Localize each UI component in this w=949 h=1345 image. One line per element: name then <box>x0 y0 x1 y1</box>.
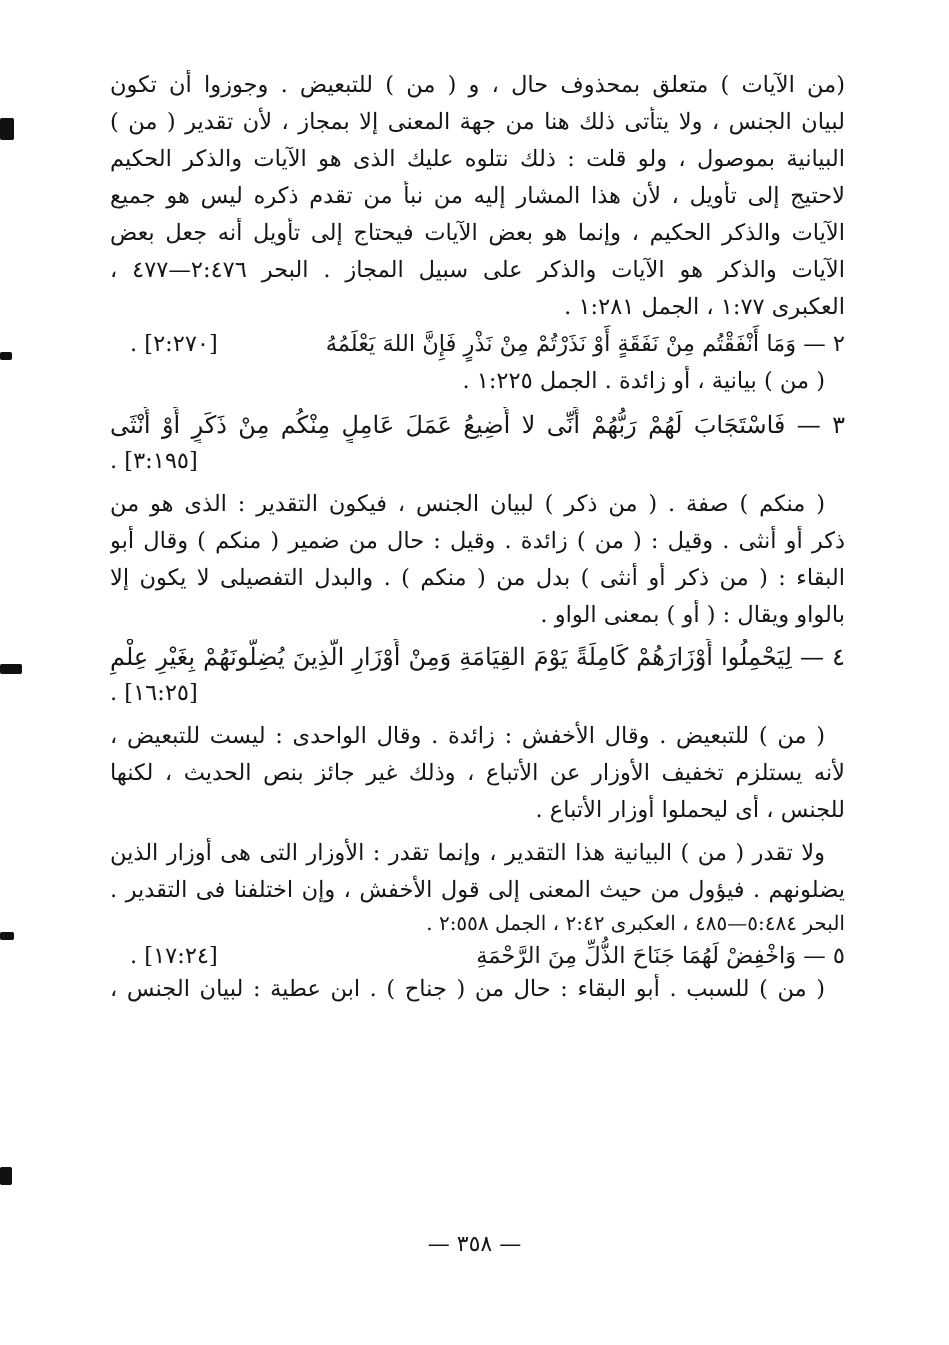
text-line: الآيات والذكر هو الآيات والذكر على سبيل المجاز . البحر ٢:٤٧٦—٤٧٧ ، <box>110 257 845 283</box>
verse-note-line: ولا تقدر ( من ) البيانية هذا التقدير ، وإنما تقدر : الأوزار التى هى أوزار الذين <box>110 840 825 866</box>
text-line: (من الآيات ) متعلق بمحذوف حال ، و ( من ) للتبعيض . وجوزوا أن تكون <box>110 72 845 98</box>
verse-note: ( من ) بيانية ، أو زائدة . الجمل ١:٢٢٥ . <box>462 368 825 394</box>
verse-note-line: بالواو ويقال : ( أو ) بمعنى الواو . <box>540 602 845 628</box>
verse-4-text: ٤ — لِيَحْمِلُوا أَوْزَارَهُمْ كَامِلَةً يَوْمَ القِيَامَةِ وَمِنْ أَوْزَارِ الَّذِينَ يُضِلُّونَهُمْ بِغَيْرِ عِلْمٍ <box>110 643 845 671</box>
text-line: لاحتيج إلى تأويل ، لأن هذا المشار إليه من نبأ من تقدم ذكره ليس هو جميع <box>110 183 845 209</box>
verse-3-reference: [٣:١٩٥] . <box>110 448 198 474</box>
verse-reference: [١٧:٢٤] . <box>130 943 218 969</box>
text-line: البيانية بموصول ، ولو قلت : ذلك نتلوه عليك الذى هو الآيات والذكر الحكيم <box>110 146 845 172</box>
verse-text: ٥ — وَاخْفِضْ لَهُمَا جَنَاحَ الذُّلِّ مِنَ الرَّحْمَةِ <box>476 943 845 969</box>
text-line: الآيات والذكر الحكيم ، وإنما هو بعض الآيات فيحتاج إلى تأويل أنه جعل بعض <box>110 220 845 246</box>
verse-2 <box>110 329 845 359</box>
verse-note-line: ( منكم ) صفة . ( من ذكر ) لبيان الجنس ، فيكون التقدير : الذى هو من <box>110 491 825 517</box>
verse-note-line: البقاء : ( من ذكر أو أنثى ) بدل من ( منكم ) . والبدل التفصيلى لا يكون إلا <box>110 565 845 591</box>
verse-note-line: للجنس ، أى ليحملوا أوزار الأتباع . <box>535 797 845 823</box>
margin-binding-mark <box>0 932 14 940</box>
verse-note-line: يضلونهم . فيؤول من حيث المعنى إلى قول الأخفش ، وإن اختلفنا فى التقدير . <box>110 877 845 903</box>
verse-note: ( من ) للسبب . أبو البقاء : حال من ( جناح ) . ابن عطية : لبيان الجنس ، <box>110 976 825 1002</box>
text-line: لبيان الجنس ، ولا يتأتى ذلك هنا من جهة المعنى إلا بمجاز ، لأن تقدير ( من ) <box>110 109 845 135</box>
verse-note-line: ( من ) للتبعيض . وقال الأخفش : زائدة . وقال الواحدى : ليست للتبعيض ، <box>110 723 825 749</box>
verse-5 <box>110 941 845 971</box>
margin-binding-mark <box>0 352 12 360</box>
verse-note-line: لأنه يستلزم تخفيف الأوزار عن الأتباع ، وذلك غير جائز بنص الحديث ، لكنها <box>110 760 845 786</box>
margin-binding-mark <box>0 664 22 674</box>
verse-note-line: ذكر أو أنثى . وقيل : ( من ) زائدة . وقيل : حال من ضمير ( منكم ) وقال أبو <box>110 528 845 554</box>
margin-binding-mark <box>0 1167 12 1185</box>
verse-3-text: ٣ — فَاسْتَجَابَ لَهُمْ رَبُّهُمْ أَنِّى لا أُضِيعُ عَمَلَ عَامِلٍ مِنْكُم مِنْ ذَكَرٍ أَوْ أُنْثَى <box>110 411 845 439</box>
verse-reference: [٢:٢٧٠] . <box>130 331 218 357</box>
text-line: العكبرى ١:٧٧ ، الجمل ١:٢٨١ . <box>564 294 845 320</box>
verse-text: ٢ — وَمَا أَنْفَقْتُم مِنْ نَفَقَةٍ أَوْ نَذَرْتُمْ مِنْ نَذْرٍ فَإِنَّ اللهَ يَعْلَمُهُ <box>325 331 845 357</box>
page-number: — ٣٥٨ — <box>427 1232 522 1257</box>
verse-4-reference: [١٦:٢٥] . <box>110 680 198 706</box>
margin-binding-mark <box>0 118 14 140</box>
page-text <box>110 70 845 1031</box>
verse-note-line: البحر ٥:٤٨٤—٤٨٥ ، العكبرى ٢:٤٢ ، الجمل ٢:٥٥٨ . <box>426 911 845 935</box>
